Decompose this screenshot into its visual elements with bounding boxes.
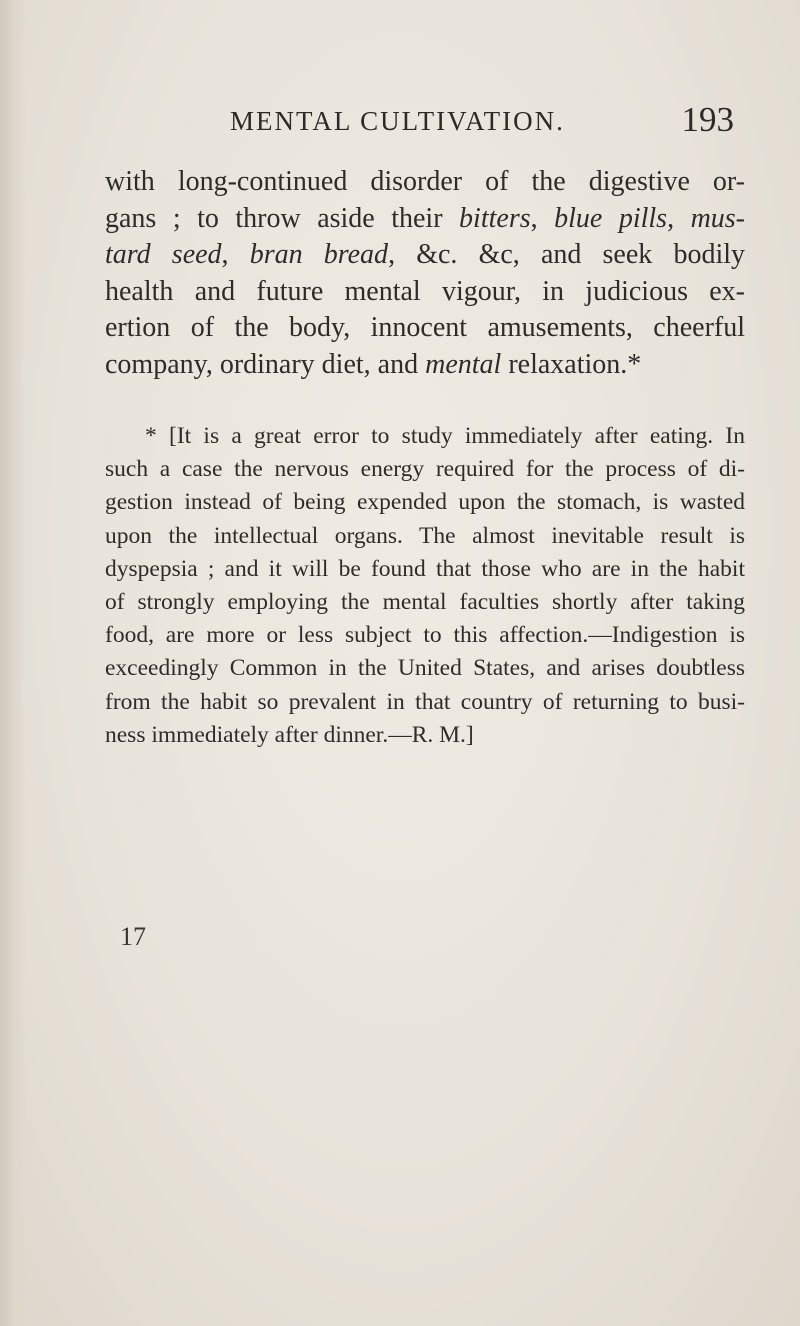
footnote-line: * [It is a great error to study immediately after eating. In	[145, 423, 745, 449]
main-paragraph	[105, 164, 745, 383]
footnote-line: from the habit so prevalent in that country of returning to busi-	[105, 688, 745, 715]
signature-mark: 17	[120, 922, 146, 951]
footnote-line: upon the intellectual organs. The almost inevitable result is	[105, 522, 745, 549]
page-number: 193	[681, 100, 734, 139]
footnote	[105, 420, 745, 752]
footnote-line: such a case the nervous energy required for the process of di-	[105, 456, 745, 483]
body-line: health and future mental vigour, in judicious ex-	[105, 275, 745, 307]
footnote-line: dyspepsia ; and it will be found that those who are in the habit	[105, 555, 745, 582]
page-header	[100, 100, 740, 140]
body-line: ertion of the body, innocent amusements, cheerful	[105, 312, 745, 343]
footnote-line: food, are more or less subject to this affection.—Indigestion is	[105, 622, 745, 649]
page-gutter-shadow	[0, 0, 26, 1326]
running-title: MENTAL CULTIVATION.	[230, 106, 565, 136]
footnote-line: gestion instead of being expended upon the stomach, is wasted	[105, 489, 745, 516]
body-line: company, ordinary diet, and mental relaxation.*	[105, 348, 642, 380]
footnote-line: exceedingly Common in the United States, and arises doubtless	[105, 655, 745, 682]
body-line: tard seed, bran bread, &c. &c, and seek bodily	[105, 239, 746, 270]
footnote-line: of strongly employing the mental faculties shortly after taking	[105, 589, 745, 616]
body-line: with long-continued disorder of the digestive or-	[105, 166, 745, 197]
body-line: gans ; to throw aside their bitters, blue pills, mus-	[105, 202, 746, 234]
footnote-line: ness immediately after dinner.—R. M.]	[105, 721, 474, 748]
